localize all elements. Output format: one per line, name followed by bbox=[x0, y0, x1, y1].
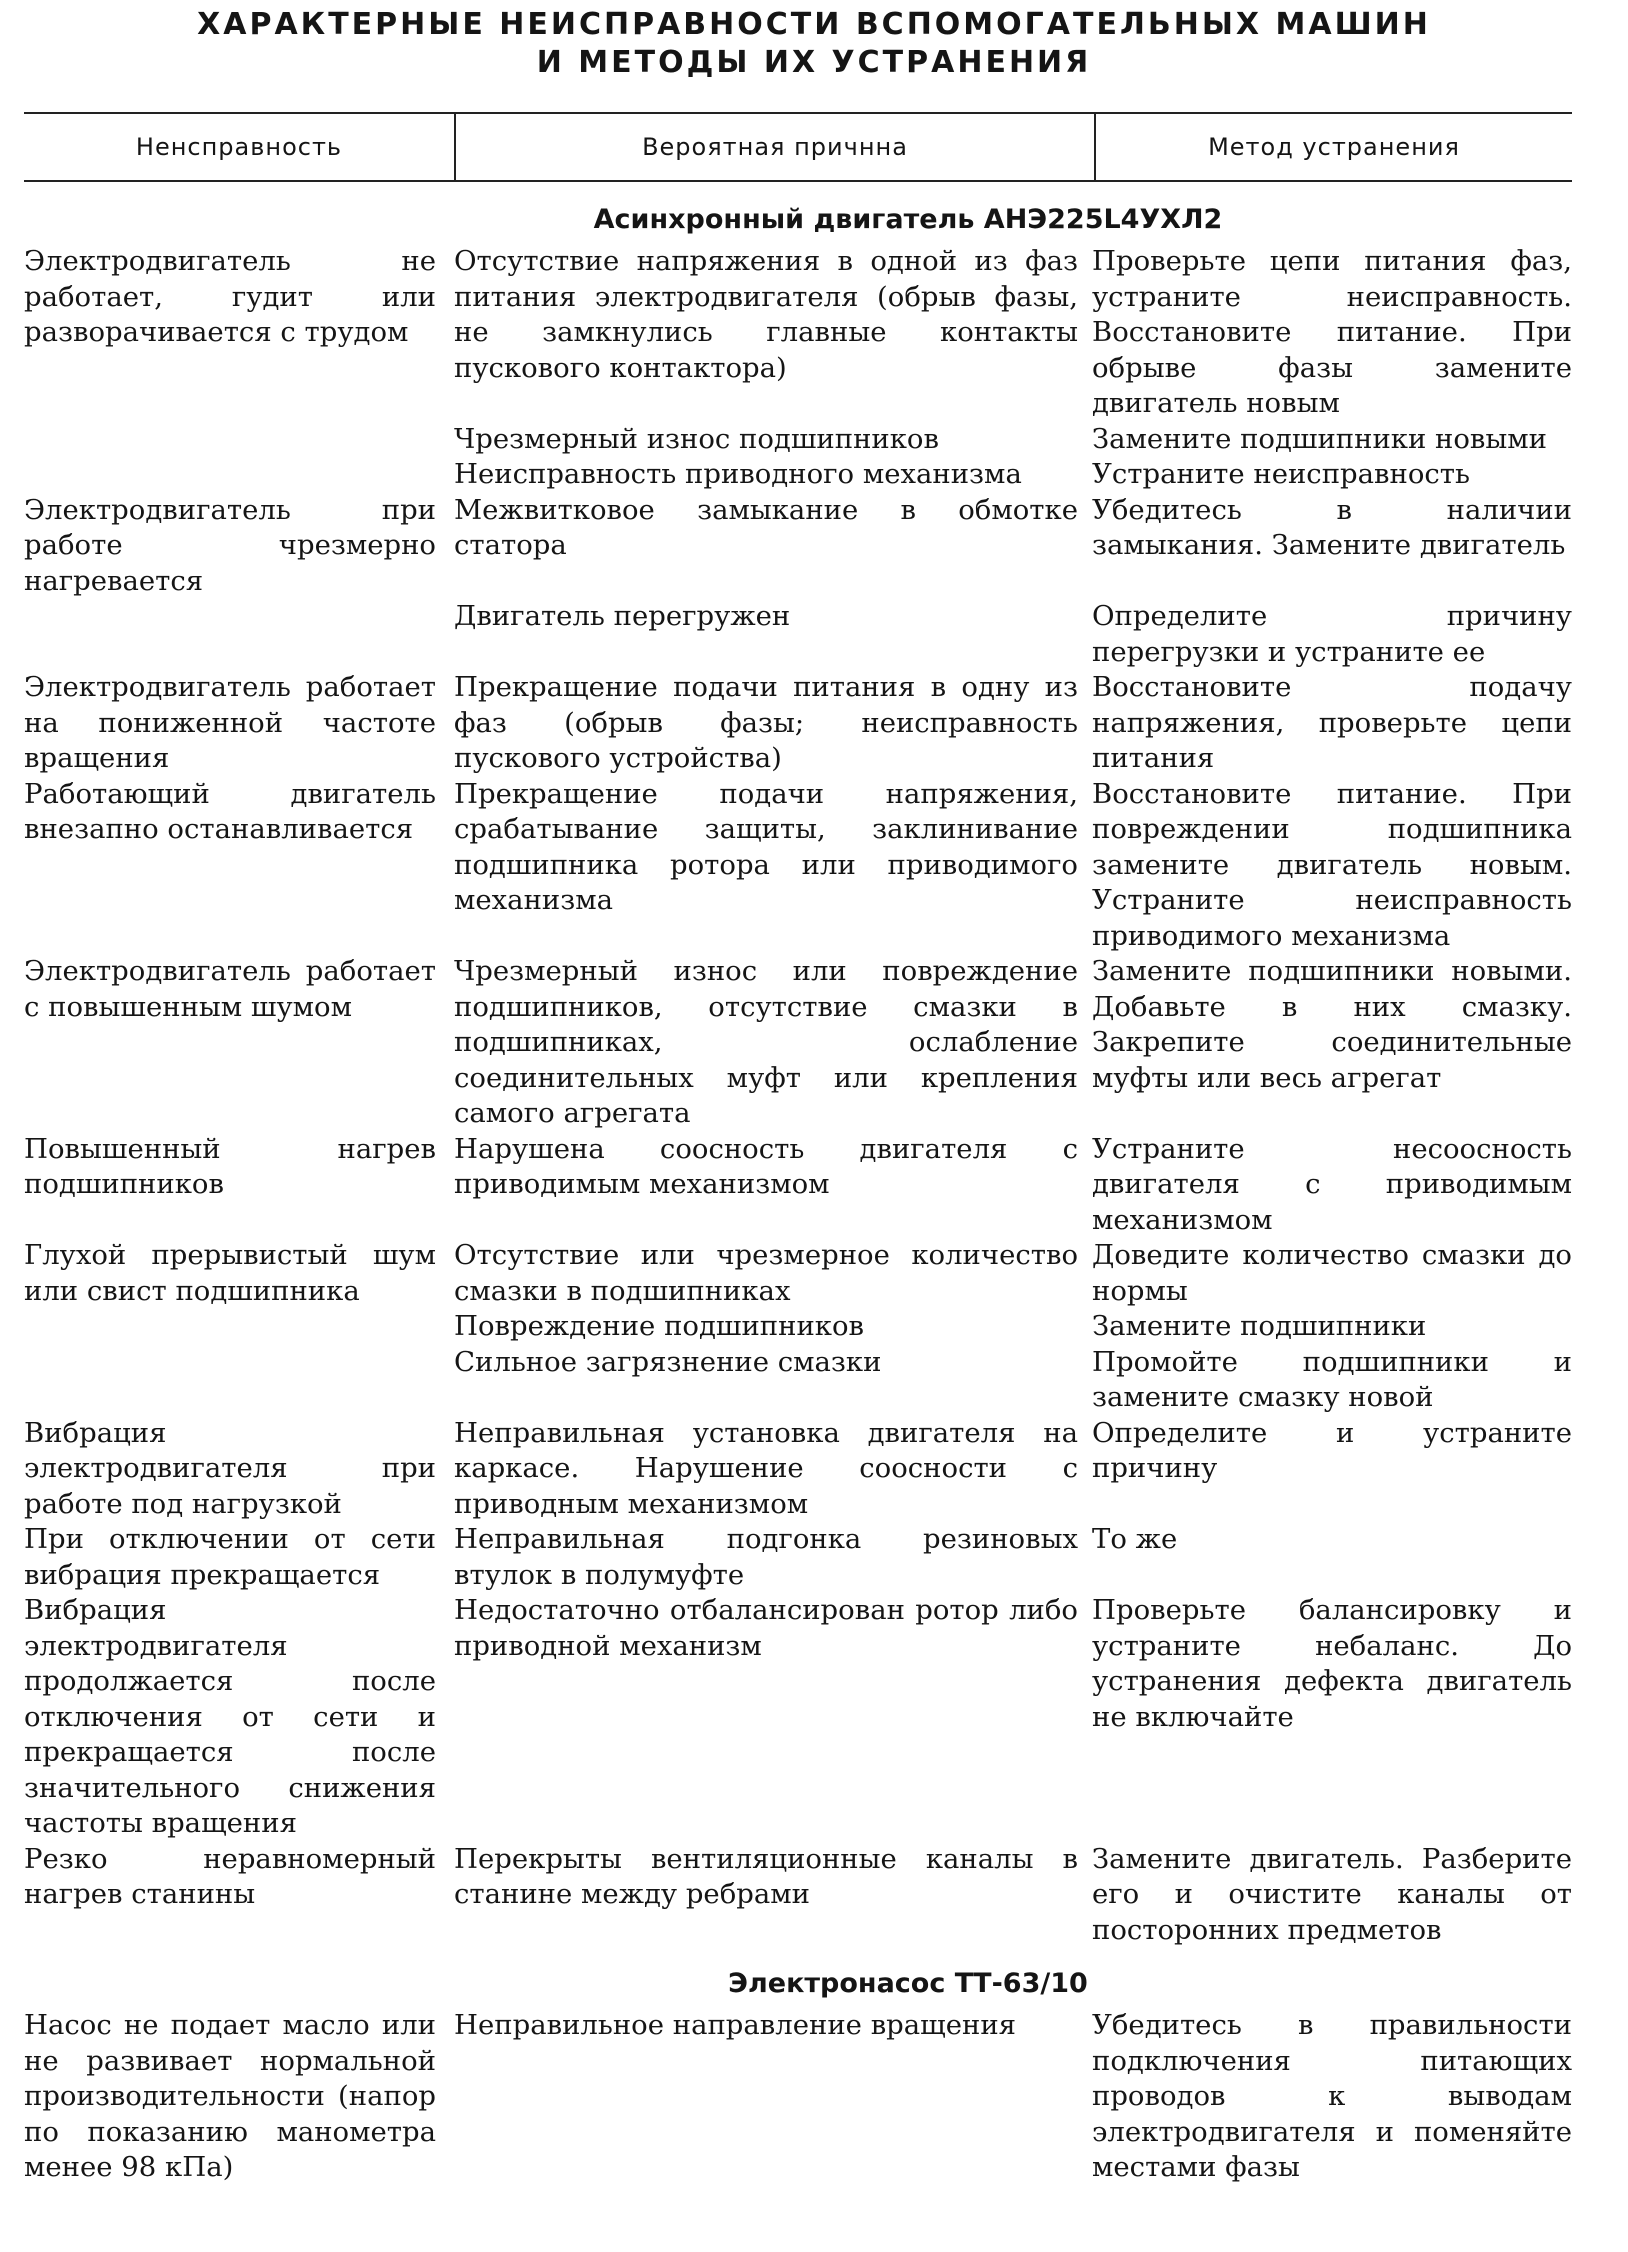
table-row bbox=[24, 1416, 1572, 1523]
cause-cell: Отсутствие или чрезмерное количество смазки в подшипниках bbox=[454, 1239, 1078, 1307]
method-cell: То же bbox=[1092, 1523, 1178, 1555]
method-cell: Проверьте цепи питания фаз, устраните неисправность. Восстановите питание. При обрыве фазы замените двигатель новым bbox=[1092, 245, 1572, 419]
cause-cell: Неисправность приводного механизма bbox=[454, 458, 1022, 490]
table-row bbox=[24, 422, 1572, 458]
table-row bbox=[24, 2008, 1572, 2186]
method-cell: Устраните неисправность bbox=[1092, 458, 1470, 490]
method-cell: Убедитесь в наличии замыкания. Замените двигатель bbox=[1092, 493, 1572, 561]
method-cell: Замените подшипники новыми. Добавьте в них смазку. Закрепите соединительные муфты или весь агрегат bbox=[1092, 955, 1572, 1094]
fault-cell: Электродвигатель работает с повышенным шумом bbox=[24, 955, 436, 1023]
table-row bbox=[24, 1132, 1572, 1239]
section-title-pump: Электронасос ТТ-63/10 bbox=[728, 1968, 1088, 1999]
table-body bbox=[24, 178, 1572, 2186]
fault-cell: Работающий двигатель внезапно останавливается bbox=[24, 777, 436, 845]
method-cell: Замените двигатель. Разберите его и очистите каналы от посторонних предметов bbox=[1092, 1842, 1572, 1946]
fault-cell: Вибрация электродвигателя при работе под нагрузкой bbox=[24, 1416, 436, 1520]
page-title: ХАРАКТЕРНЫЕ НЕИСПРАВНОСТИ ВСПОМОГАТЕЛЬНЫХ МАШИН И МЕТОДЫ ИХ УСТРАНЕНИЯ bbox=[197, 7, 1431, 80]
cause-cell: Недостаточно отбалансирован ротор либо приводной механизм bbox=[454, 1594, 1078, 1662]
method-cell: Убедитесь в правильности подключения питающих проводов к выводам электродвигателя и поменяйте местами фазы bbox=[1092, 2009, 1572, 2183]
fault-cell: Вибрация электродвигателя продолжается после отключения от сети и прекращается после значительного снижения частоты вращения bbox=[24, 1594, 436, 1839]
table-row bbox=[24, 457, 1572, 493]
table-header bbox=[24, 112, 1572, 182]
fault-cell: Повышенный нагрев подшипников bbox=[24, 1132, 436, 1200]
method-cell: Восстановите подачу напряжения, проверьте цепи питания bbox=[1092, 671, 1572, 774]
cause-cell: Прекращение подачи питания в одну из фаз (обрыв фазы; неисправность пускового устройства) bbox=[454, 671, 1078, 774]
method-cell: Замените подшипники новыми bbox=[1092, 422, 1548, 455]
cause-cell: Неправильная установка двигателя на каркасе. Нарушение соосности с приводным механизмом bbox=[454, 1416, 1078, 1520]
fault-cell: Насос не подает масло или не развивает нормальной производительности (напор по показанию манометра менее 98 кПа) bbox=[24, 2009, 436, 2183]
table-row bbox=[24, 1309, 1572, 1345]
table-row bbox=[24, 1345, 1572, 1416]
cause-cell: Сильное загрязнение смазки bbox=[454, 1345, 882, 1378]
table-row bbox=[24, 777, 1572, 955]
cause-cell: Нарушена соосность двигателя с приводимым механизмом bbox=[454, 1132, 1078, 1200]
fault-cell: При отключении от сети вибрация прекращается bbox=[24, 1523, 436, 1591]
cause-cell: Неправильная подгонка резиновых втулок в полумуфте bbox=[454, 1523, 1078, 1591]
fault-cell: Электродвигатель не работает, гудит или разворачивается с трудом bbox=[24, 245, 436, 348]
fault-cell bbox=[24, 1309, 454, 1345]
fault-cell bbox=[24, 457, 454, 493]
cause-cell: Межвитковое замыкание в обмотке статора bbox=[454, 493, 1078, 561]
cause-cell: Чрезмерный износ подшипников bbox=[454, 422, 939, 455]
table-row bbox=[24, 244, 1572, 422]
table-row bbox=[24, 1593, 1572, 1842]
table-row bbox=[24, 670, 1572, 777]
cause-cell: Чрезмерный износ или повреждение подшипников, отсутствие смазки в подшипниках, ослабление соединительных муфт или крепления самого агрегата bbox=[454, 955, 1078, 1129]
fault-cell bbox=[24, 599, 454, 670]
fault-cell: Резко неравномерный нагрев станины bbox=[24, 1842, 436, 1910]
cause-cell: Перекрыты вентиляционные каналы в станине между ребрами bbox=[454, 1842, 1078, 1910]
method-cell: Замените подшипники bbox=[1092, 1310, 1427, 1342]
table-row bbox=[24, 599, 1572, 670]
table-row bbox=[24, 954, 1572, 1132]
cause-cell: Двигатель перегружен bbox=[454, 600, 791, 632]
cause-cell: Повреждение подшипников bbox=[454, 1310, 865, 1342]
table-row bbox=[24, 493, 1572, 600]
header-cause: Вероятная причнна bbox=[454, 114, 1096, 180]
cause-cell: Неправильное направление вращения bbox=[454, 2009, 1017, 2041]
section-title-motor: Асинхронный двигатель АНЭ225L4УХЛ2 bbox=[593, 204, 1223, 235]
header-fault: Ненсправность bbox=[135, 133, 343, 161]
fault-cell bbox=[24, 422, 454, 458]
method-cell: Восстановите питание. При повреждении подшипника замените двигатель новым. Устраните неисправность приводимого механизма bbox=[1092, 777, 1572, 952]
header-method: Метод устранения bbox=[1208, 133, 1460, 161]
method-cell: Проверьте балансировку и устраните небаланс. До устранения дефекта двигатель не включайте bbox=[1092, 1594, 1572, 1733]
fault-cell: Электродвигатель при работе чрезмерно нагревается bbox=[24, 493, 436, 597]
fault-cell: Глухой прерывистый шум или свист подшипника bbox=[24, 1239, 436, 1307]
method-cell: Определите причину перегрузки и устраните ее bbox=[1092, 600, 1572, 668]
table-row bbox=[24, 1842, 1572, 1949]
method-cell: Устраните несоосность двигателя с приводимым механизмом bbox=[1092, 1132, 1572, 1236]
method-cell: Определите и устраните причину bbox=[1092, 1416, 1572, 1484]
cause-cell: Отсутствие напряжения в одной из фаз питания электродвигателя (обрыв фазы, не замкнулись главные контакты пускового контактора) bbox=[454, 245, 1078, 384]
method-cell: Доведите количество смазки до нормы bbox=[1092, 1239, 1572, 1307]
cause-cell: Прекращение подачи напряжения, срабатывание защиты, заклинивание подшипника ротора или приводимого механизма bbox=[454, 777, 1078, 916]
table-row bbox=[24, 1238, 1572, 1309]
fault-cell: Электродвигатель работает на пониженной частоте вращения bbox=[24, 671, 436, 774]
method-cell: Промойте подшипники и замените смазку новой bbox=[1092, 1345, 1572, 1413]
table-row bbox=[24, 1522, 1572, 1593]
fault-cell bbox=[24, 1345, 454, 1416]
